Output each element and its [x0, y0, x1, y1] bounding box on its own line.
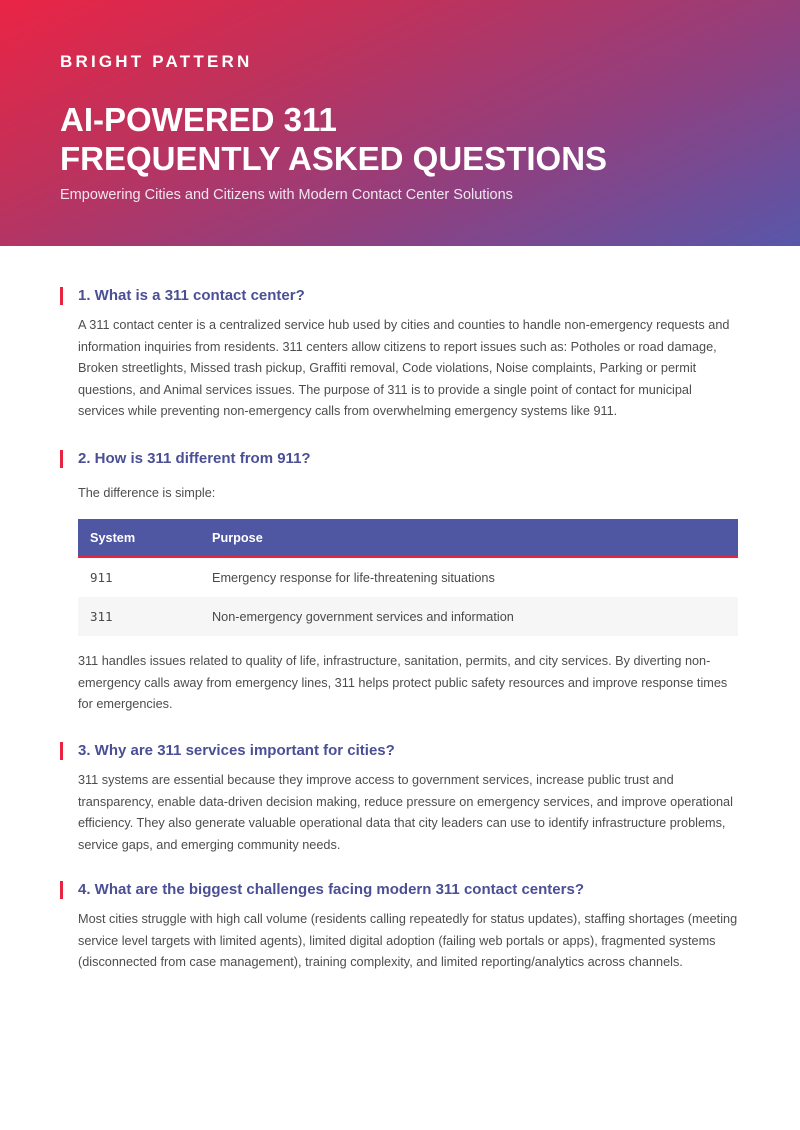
table-cell-system: 311 — [78, 597, 200, 636]
section-body: 311 systems are essential because they improve access to government services, increase public trust and transparency, enable data-driven decision making, reduce pressure on emergency services, and improve operational efficiency. They also generate valuable operational data that city leaders can use to identify infrastructure problems, service gaps, and emerging community needs. — [78, 773, 733, 852]
section-title: 2. How is 311 different from 911? — [78, 450, 311, 467]
section-heading — [60, 287, 740, 309]
table-header-system: System — [78, 519, 200, 557]
table-row — [78, 597, 738, 636]
faq-section-3 — [60, 742, 740, 856]
section-title: 3. Why are 311 services important for cities? — [78, 742, 395, 759]
section-heading — [60, 450, 740, 472]
table-header-row — [78, 519, 738, 557]
page-subtitle: Empowering Cities and Citizens with Modern Contact Center Solutions — [60, 187, 513, 203]
accent-bar — [60, 742, 63, 760]
page-title-line-1: AI-POWERED 311 — [60, 101, 337, 138]
accent-bar — [60, 450, 63, 468]
section-body: 311 handles issues related to quality of life, infrastructure, sanitation, permits, and city services. By diverting non-emergency calls away from emergency lines, 311 helps protect public safety resources and improve response times for emergencies. — [78, 654, 728, 711]
accent-bar — [60, 881, 63, 899]
table-cell-purpose: Non-emergency government services and information — [200, 597, 738, 636]
comparison-table — [78, 519, 738, 636]
table-cell-system: 911 — [90, 570, 113, 585]
table-header-purpose: Purpose — [200, 519, 738, 557]
section-title: 1. What is a 311 contact center? — [78, 287, 305, 304]
table-cell-purpose: Emergency response for life-threatening situations — [212, 570, 495, 585]
table-row — [78, 557, 738, 597]
section-body: A 311 contact center is a centralized service hub used by cities and counties to handle non-emergency requests and information inquiries from residents. 311 centers allow citizens to report issues such as: Potholes or road damage, Broken streetlights, Missed trash pickup, Graffiti removal, Code violations, Noise complaints, Parking or permit questions, and Animal services issues. The purpose of 311 is to provide a single point of contact for municipal services while preventing non-emergency calls from overwhelming emergency systems like 911. — [78, 318, 730, 418]
faq-section-1 — [60, 287, 740, 423]
brand-name: BRIGHT PATTERN — [60, 52, 253, 71]
header-banner — [0, 0, 800, 246]
faq-section-2-body — [60, 651, 740, 716]
page-title — [60, 100, 607, 178]
section-heading — [60, 742, 740, 764]
page-title-line-2: FREQUENTLY ASKED QUESTIONS — [60, 140, 608, 177]
section-intro: The difference is simple: — [78, 486, 216, 500]
section-body: Most cities struggle with high call volume (residents calling repeatedly for status updates), staffing shortages (meeting service level targets with limited agents), limited digital adoption (failing web portals or apps), fragmented systems (disconnected from case management), training complexity, and limited reporting/analytics across channels. — [78, 912, 738, 969]
faq-section-2 — [60, 450, 740, 505]
faq-section-4 — [60, 881, 740, 974]
section-heading — [60, 881, 740, 903]
accent-bar — [60, 287, 63, 305]
section-title: 4. What are the biggest challenges facing modern 311 contact centers? — [78, 881, 584, 898]
